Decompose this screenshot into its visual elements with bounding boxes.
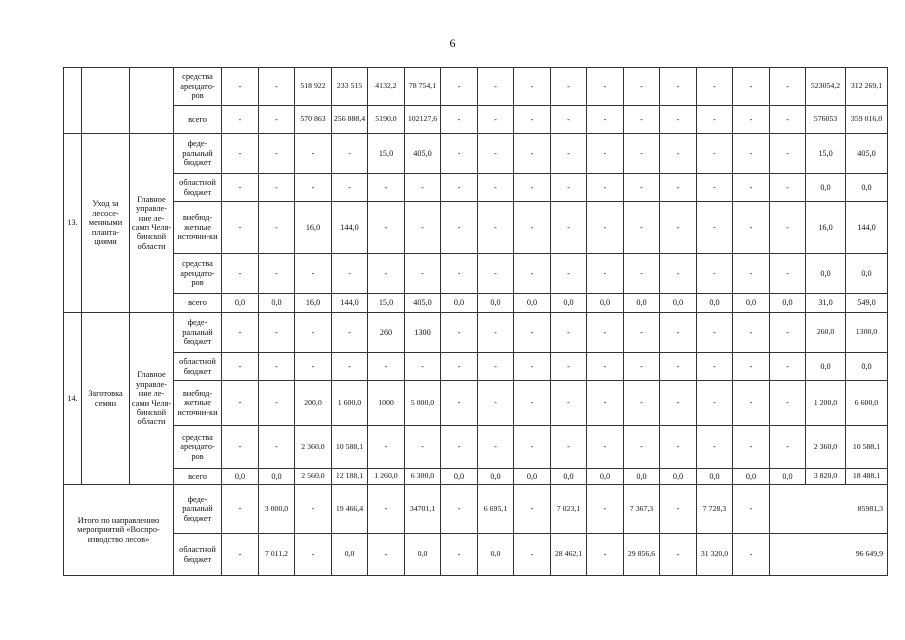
value-cell: - <box>770 313 806 353</box>
value-cell: 0,0 <box>697 294 733 313</box>
value-cell: 1300 <box>405 313 441 353</box>
value-cell: - <box>368 202 405 254</box>
table-row <box>64 202 888 254</box>
value-cell: 0,0 <box>332 534 368 576</box>
value-cell: 0,0 <box>846 254 888 294</box>
value-cell: 0,0 <box>259 294 295 313</box>
value-cell: 28 462,1 <box>551 534 587 576</box>
value-cell: - <box>660 313 697 353</box>
value-cell: - <box>514 313 551 353</box>
value-cell: 15,0 <box>368 134 405 174</box>
value-cell: 405,0 <box>405 134 441 174</box>
value-cell: - <box>770 381 806 426</box>
value-cell: 0,0 <box>624 294 660 313</box>
value-cell: - <box>551 353 587 381</box>
funding-source: областной бюджет <box>174 353 222 381</box>
value-cell: - <box>441 353 478 381</box>
value-cell: - <box>478 106 514 134</box>
value-cell: - <box>733 202 770 254</box>
value-cell: 576053 <box>806 106 846 134</box>
value-cell: - <box>514 106 551 134</box>
funding-source: средства арендато-ров <box>174 254 222 294</box>
value-cell: 0,0 <box>806 353 846 381</box>
value-cell: - <box>332 134 368 174</box>
value-cell: 0,0 <box>222 469 259 485</box>
value-cell: - <box>259 426 295 469</box>
value-cell: - <box>478 313 514 353</box>
value-cell: - <box>222 134 259 174</box>
value-cell: - <box>660 134 697 174</box>
value-cell: - <box>624 106 660 134</box>
value-cell: 29 856,6 <box>624 534 660 576</box>
value-cell: - <box>660 174 697 202</box>
value-cell: - <box>222 313 259 353</box>
value-cell: - <box>551 202 587 254</box>
value-cell: - <box>222 485 259 534</box>
value-cell: - <box>770 202 806 254</box>
value-cell: - <box>514 353 551 381</box>
value-cell: - <box>660 485 697 534</box>
value-cell: - <box>770 254 806 294</box>
value-cell: 0,0 <box>733 469 770 485</box>
value-cell: 0,0 <box>405 534 441 576</box>
value-cell: 0,0 <box>587 469 624 485</box>
value-cell: - <box>295 485 332 534</box>
value-cell: 31 320,0 <box>697 534 733 576</box>
value-cell: - <box>478 381 514 426</box>
value-cell: - <box>405 254 441 294</box>
value-cell: - <box>259 381 295 426</box>
value-cell: 0,0 <box>697 469 733 485</box>
value-cell: 518 922 <box>295 68 332 106</box>
value-cell: 0,0 <box>660 294 697 313</box>
value-cell: 0,0 <box>551 469 587 485</box>
value-cell: - <box>733 485 770 534</box>
value-cell: 2 360,0 <box>806 426 846 469</box>
table-row <box>64 106 888 134</box>
table-row <box>64 134 888 174</box>
value-cell: 0,0 <box>587 294 624 313</box>
value-cell: 0,0 <box>806 254 846 294</box>
table-row <box>64 254 888 294</box>
value-cell: - <box>332 174 368 202</box>
value-cell: 2 360,0 <box>295 426 332 469</box>
value-cell: - <box>368 353 405 381</box>
value-cell: - <box>624 174 660 202</box>
value-cell: 144,0 <box>846 202 888 254</box>
table-row <box>64 469 888 485</box>
value-cell: - <box>624 202 660 254</box>
value-cell: - <box>697 381 733 426</box>
value-cell: - <box>441 134 478 174</box>
value-cell: - <box>660 534 697 576</box>
value-cell: - <box>441 202 478 254</box>
value-cell: - <box>624 381 660 426</box>
value-cell: 0,0 <box>733 294 770 313</box>
work-name-cell <box>82 68 130 134</box>
value-cell: 3 820,0 <box>806 469 846 485</box>
value-cell: - <box>441 106 478 134</box>
item-number-cell <box>64 68 82 134</box>
value-cell: - <box>733 313 770 353</box>
funding-source: областной бюджет <box>174 534 222 576</box>
value-cell: - <box>259 68 295 106</box>
value-cell: - <box>697 426 733 469</box>
value-cell: 0,0 <box>770 294 806 313</box>
value-cell: 0,0 <box>441 294 478 313</box>
value-cell: - <box>441 313 478 353</box>
value-cell: 31,0 <box>806 294 846 313</box>
value-cell: 0,0 <box>770 469 806 485</box>
value-cell: - <box>368 254 405 294</box>
value-cell: - <box>587 68 624 106</box>
budget-table <box>63 67 888 576</box>
value-cell: 256 888,4 <box>332 106 368 134</box>
value-cell: 1 600,0 <box>332 381 368 426</box>
value-cell: - <box>587 534 624 576</box>
value-cell: 7 023,1 <box>551 485 587 534</box>
value-cell: - <box>295 534 332 576</box>
value-cell: 10 588,1 <box>332 426 368 469</box>
value-cell: 0,0 <box>514 469 551 485</box>
value-cell: - <box>368 534 405 576</box>
value-cell: - <box>222 534 259 576</box>
value-cell: - <box>660 381 697 426</box>
value-cell: 0,0 <box>660 469 697 485</box>
value-cell: - <box>441 426 478 469</box>
table-row <box>64 68 888 106</box>
value-cell: - <box>733 426 770 469</box>
work-name-cell: Уход за лесосе-менными планта-циями <box>82 134 130 313</box>
value-cell: - <box>770 68 806 106</box>
value-cell: - <box>295 353 332 381</box>
value-cell: - <box>478 426 514 469</box>
value-cell: 15,0 <box>806 134 846 174</box>
organization-cell <box>130 68 174 134</box>
value-cell: 1 260,0 <box>368 469 405 485</box>
value-cell: 7 011,2 <box>259 534 295 576</box>
value-cell: - <box>478 174 514 202</box>
value-cell: 312 269,1 <box>846 68 888 106</box>
value-cell: - <box>368 174 405 202</box>
funding-source: феде-ральный бюджет <box>174 485 222 534</box>
value-cell: - <box>587 254 624 294</box>
value-cell: - <box>770 106 806 134</box>
value-cell: - <box>478 353 514 381</box>
organization-cell: Главное управле-ние ле-сами Челя-бинской области <box>130 313 174 485</box>
value-cell: 7 728,3 <box>697 485 733 534</box>
value-cell: - <box>551 68 587 106</box>
total-label: Итого по направлению мероприятий «Воспро-изводство лесов» <box>64 485 174 576</box>
table-row <box>64 294 888 313</box>
value-cell: - <box>733 254 770 294</box>
value-cell: - <box>733 134 770 174</box>
value-cell: - <box>551 313 587 353</box>
value-cell: - <box>514 134 551 174</box>
value-cell: - <box>295 134 332 174</box>
value-cell: 0,0 <box>846 353 888 381</box>
value-cell: - <box>660 426 697 469</box>
value-cell: 200,0 <box>295 381 332 426</box>
value-cell: - <box>587 381 624 426</box>
value-cell: - <box>222 353 259 381</box>
value-cell: 1 200,0 <box>806 381 846 426</box>
value-cell: - <box>697 106 733 134</box>
value-cell: 405,0 <box>846 134 888 174</box>
value-cell: - <box>295 254 332 294</box>
value-cell: 1300,0 <box>846 313 888 353</box>
value-cell: - <box>295 313 332 353</box>
value-cell: - <box>697 68 733 106</box>
value-cell: - <box>514 485 551 534</box>
value-cell: 1000 <box>368 381 405 426</box>
value-cell: - <box>770 174 806 202</box>
value-cell: - <box>441 485 478 534</box>
funding-source: всего <box>174 469 222 485</box>
value-cell: 0,0 <box>846 174 888 202</box>
value-cell: - <box>551 254 587 294</box>
value-cell: - <box>295 174 332 202</box>
value-cell: 523054,2 <box>806 68 846 106</box>
value-cell: 18 488,1 <box>846 469 888 485</box>
value-cell: 0,0 <box>259 469 295 485</box>
value-cell: 0,0 <box>478 534 514 576</box>
value-cell: - <box>587 313 624 353</box>
value-cell: - <box>697 174 733 202</box>
value-cell: - <box>514 381 551 426</box>
funding-source: всего <box>174 294 222 313</box>
value-cell: - <box>478 202 514 254</box>
table-row <box>64 534 888 576</box>
value-cell: 5190,0 <box>368 106 405 134</box>
value-cell: 16,0 <box>295 294 332 313</box>
value-cell: - <box>259 353 295 381</box>
value-cell: 0,0 <box>441 469 478 485</box>
value-cell: - <box>441 254 478 294</box>
value-cell: 144,0 <box>332 294 368 313</box>
value-cell: - <box>441 68 478 106</box>
value-cell: 4132,2 <box>368 68 405 106</box>
value-cell: 19 466,4 <box>332 485 368 534</box>
value-cell: - <box>660 68 697 106</box>
value-cell: - <box>441 381 478 426</box>
value-cell: 16,0 <box>806 202 846 254</box>
value-cell: - <box>222 426 259 469</box>
value-cell: - <box>441 174 478 202</box>
value-cell: - <box>587 485 624 534</box>
item-number-cell: 14. <box>64 313 82 485</box>
value-cell: - <box>660 254 697 294</box>
value-cell: - <box>368 485 405 534</box>
value-cell: 570 863 <box>295 106 332 134</box>
value-cell: 10 588,1 <box>846 426 888 469</box>
value-cell: - <box>624 426 660 469</box>
value-cell: 6 300,0 <box>405 469 441 485</box>
value-cell: - <box>259 174 295 202</box>
value-cell: 102127,6 <box>405 106 441 134</box>
value-cell: 2 560,0 <box>295 469 332 485</box>
value-cell: - <box>551 381 587 426</box>
value-cell: 0,0 <box>551 294 587 313</box>
value-cell: - <box>770 353 806 381</box>
value-cell: - <box>587 106 624 134</box>
value-cell: - <box>514 426 551 469</box>
value-cell: - <box>551 426 587 469</box>
value-cell: 144,0 <box>332 202 368 254</box>
funding-source: средства арендато-ров <box>174 68 222 106</box>
value-cell: - <box>259 313 295 353</box>
value-cell: - <box>405 174 441 202</box>
value-cell: - <box>259 106 295 134</box>
value-cell: 6 695,1 <box>478 485 514 534</box>
value-cell: - <box>733 106 770 134</box>
value-cell: - <box>587 426 624 469</box>
value-cell: - <box>770 426 806 469</box>
value-cell: 85981,3 <box>770 485 888 534</box>
value-cell: 15,0 <box>368 294 405 313</box>
page-number: 6 <box>449 36 456 50</box>
value-cell: 16,0 <box>295 202 332 254</box>
value-cell: - <box>222 202 259 254</box>
value-cell: 78 754,1 <box>405 68 441 106</box>
value-cell: - <box>587 202 624 254</box>
value-cell: - <box>551 134 587 174</box>
value-cell: - <box>259 134 295 174</box>
value-cell: - <box>368 426 405 469</box>
value-cell: - <box>697 353 733 381</box>
table-row <box>64 353 888 381</box>
work-name-cell: Заготовка семян <box>82 313 130 485</box>
value-cell: 12 188,1 <box>332 469 368 485</box>
value-cell: - <box>332 254 368 294</box>
value-cell: - <box>514 202 551 254</box>
table-row <box>64 174 888 202</box>
value-cell: - <box>514 68 551 106</box>
value-cell: - <box>551 174 587 202</box>
organization-cell: Главное управле-ние ле-самп Челя-бинской области <box>130 134 174 313</box>
value-cell: 96 649,9 <box>770 534 888 576</box>
value-cell: - <box>222 381 259 426</box>
value-cell: - <box>660 202 697 254</box>
value-cell: - <box>660 106 697 134</box>
value-cell: - <box>478 68 514 106</box>
value-cell: - <box>441 534 478 576</box>
value-cell: - <box>697 134 733 174</box>
funding-source: областной бюджет <box>174 174 222 202</box>
value-cell: - <box>405 426 441 469</box>
value-cell: - <box>514 254 551 294</box>
value-cell: - <box>514 534 551 576</box>
value-cell: - <box>551 106 587 134</box>
value-cell: 260,0 <box>806 313 846 353</box>
value-cell: - <box>770 134 806 174</box>
value-cell: - <box>733 174 770 202</box>
value-cell: - <box>624 313 660 353</box>
value-cell: - <box>733 381 770 426</box>
table-row <box>64 426 888 469</box>
value-cell: - <box>624 68 660 106</box>
value-cell: - <box>332 313 368 353</box>
value-cell: - <box>514 174 551 202</box>
value-cell: - <box>332 353 368 381</box>
value-cell: - <box>405 353 441 381</box>
table-row <box>64 313 888 353</box>
funding-source: феде-ральный бюджет <box>174 313 222 353</box>
value-cell: 0,0 <box>478 294 514 313</box>
value-cell: 5 000,0 <box>405 381 441 426</box>
funding-source: всего <box>174 106 222 134</box>
value-cell: 0,0 <box>806 174 846 202</box>
value-cell: 7 367,3 <box>624 485 660 534</box>
value-cell: 34701,1 <box>405 485 441 534</box>
value-cell: - <box>587 134 624 174</box>
value-cell: 0,0 <box>624 469 660 485</box>
value-cell: 0,0 <box>222 294 259 313</box>
value-cell: - <box>733 534 770 576</box>
item-number-cell: 13. <box>64 134 82 313</box>
value-cell: 359 016,0 <box>846 106 888 134</box>
value-cell: - <box>478 254 514 294</box>
value-cell: 549,0 <box>846 294 888 313</box>
value-cell: - <box>222 174 259 202</box>
funding-source: средства арендато-ров <box>174 426 222 469</box>
value-cell: 260 <box>368 313 405 353</box>
value-cell: - <box>697 202 733 254</box>
table-body <box>64 68 888 576</box>
value-cell: 3 000,0 <box>259 485 295 534</box>
value-cell: 233 515 <box>332 68 368 106</box>
value-cell: - <box>624 254 660 294</box>
value-cell: - <box>222 106 259 134</box>
value-cell: 0,0 <box>514 294 551 313</box>
table-row <box>64 485 888 534</box>
value-cell: 405,0 <box>405 294 441 313</box>
value-cell: - <box>624 353 660 381</box>
value-cell: - <box>733 353 770 381</box>
value-cell: - <box>222 68 259 106</box>
value-cell: - <box>733 68 770 106</box>
value-cell: 6 600,0 <box>846 381 888 426</box>
funding-source: внебюд-жетные источни-ки <box>174 202 222 254</box>
funding-source: внебюд-жетные источни-ки <box>174 381 222 426</box>
value-cell: - <box>259 202 295 254</box>
value-cell: - <box>587 353 624 381</box>
value-cell: - <box>478 134 514 174</box>
value-cell: - <box>587 174 624 202</box>
value-cell: - <box>222 254 259 294</box>
value-cell: - <box>405 202 441 254</box>
value-cell: 0,0 <box>478 469 514 485</box>
table-row <box>64 381 888 426</box>
value-cell: - <box>259 254 295 294</box>
value-cell: - <box>697 254 733 294</box>
value-cell: - <box>697 313 733 353</box>
funding-source: феде-ральный бюджет <box>174 134 222 174</box>
value-cell: - <box>624 134 660 174</box>
value-cell: - <box>660 353 697 381</box>
